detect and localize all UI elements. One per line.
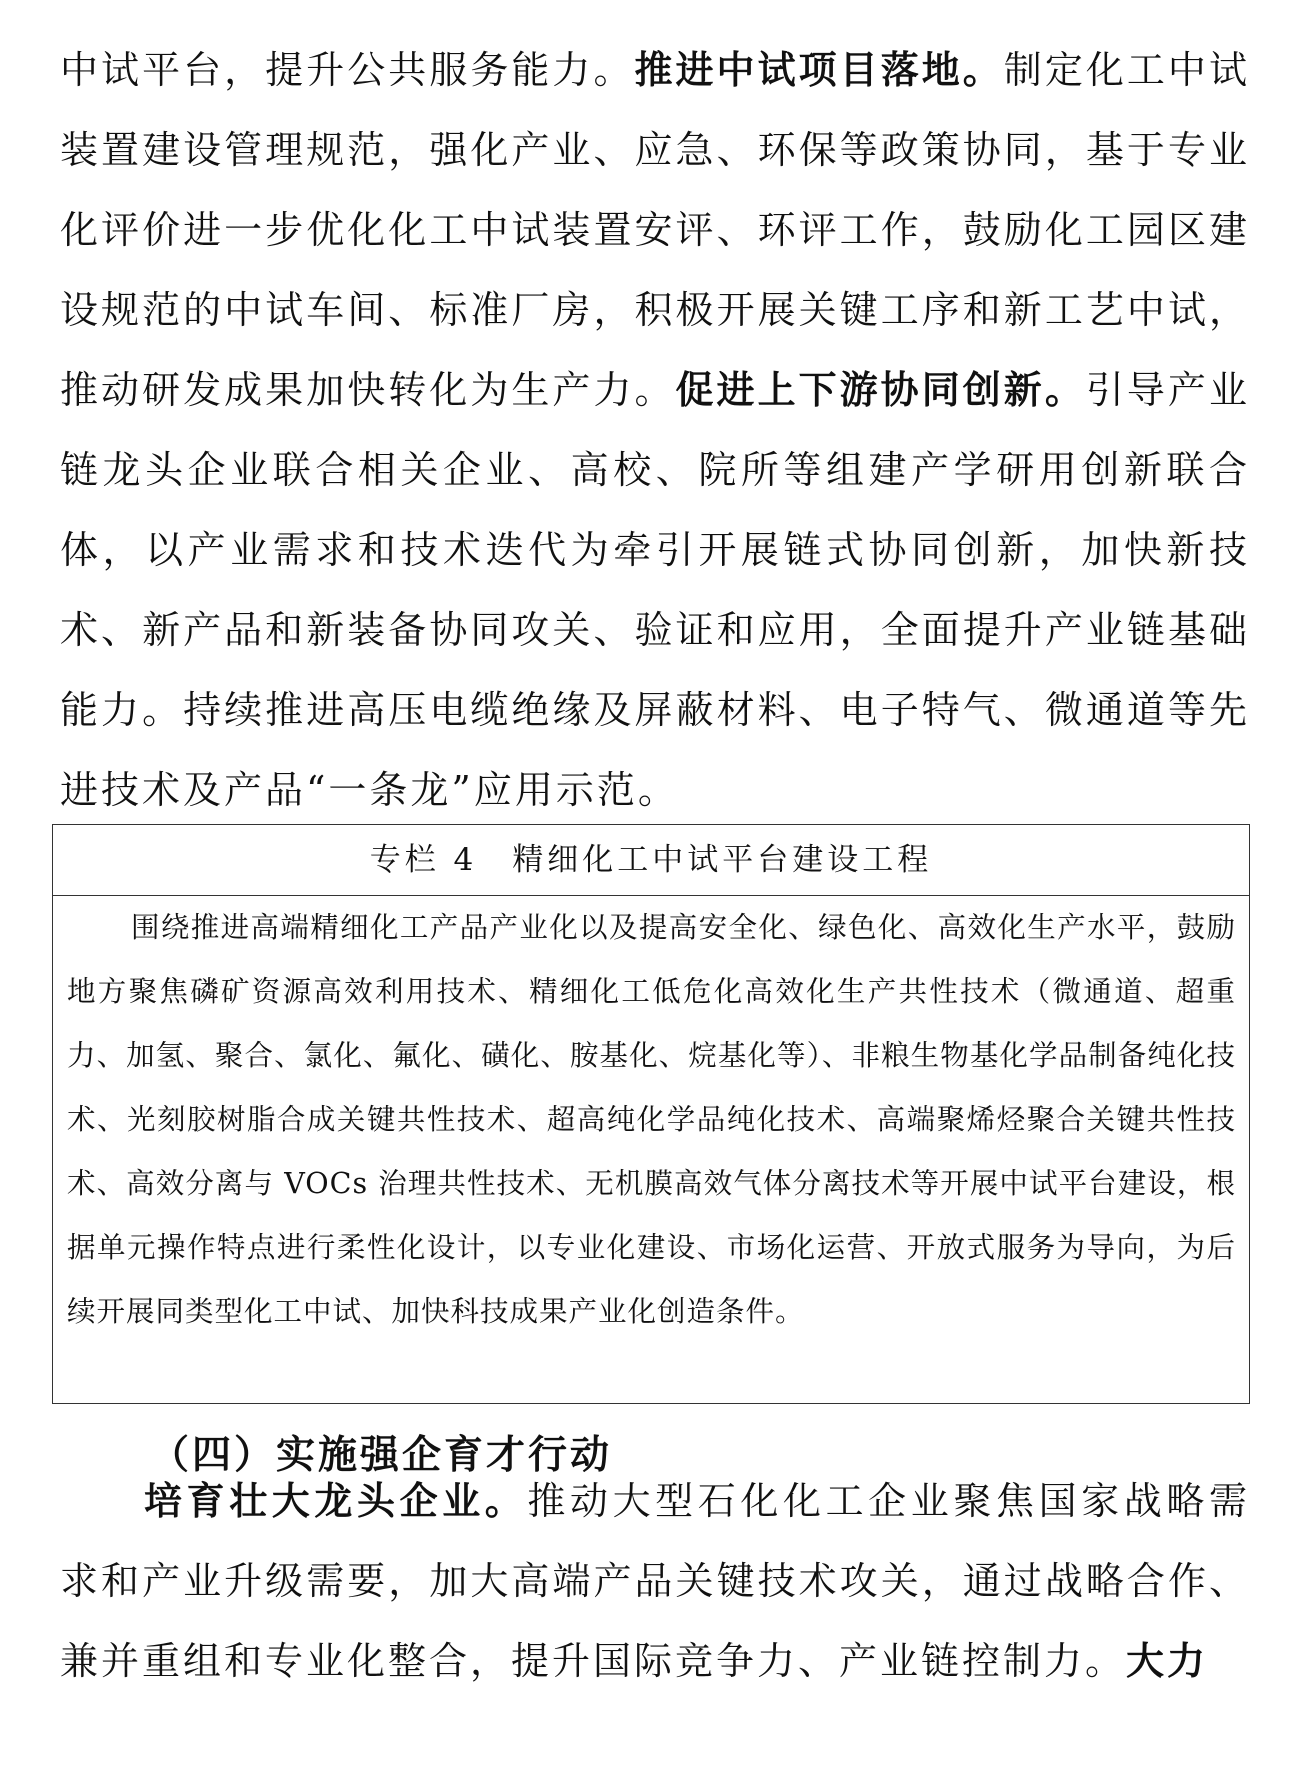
bold-phrase-continued: 大力	[1126, 1638, 1209, 1683]
column-box-title: 专栏 4 精细化工中试平台建设工程	[53, 825, 1249, 896]
paragraph-pilot-platform	[60, 30, 1250, 830]
paragraph-leading-enterprises	[60, 1461, 1250, 1701]
column-box	[52, 824, 1250, 1404]
bold-phrase-leading-enterprises: 培育壮大龙头企业。	[144, 1478, 528, 1523]
bold-phrase-pilot-projects: 推进中试项目落地。	[634, 47, 1004, 92]
paragraph-text: 制定化工中试装置建设管理规范，强化产业、应急、环保等政策协同，基于专业化评价进一步优化化工中试装置安评、环评工作，鼓励化工园区建设规范的中试车间、标准厂房，积极开展关键工序和新工艺中试，推动研发成果加快转化为生产力。	[60, 48, 1250, 412]
paragraph-text: 中试平台，提升公共服务能力。	[60, 48, 635, 92]
section-heading: （四）实施强企育才行动	[150, 1432, 613, 1478]
paragraph-text: 推动大型石化化工企业聚焦国家战略需求和产业升级需要，加大高端产品关键技术攻关，通过战略合作、兼并重组和专业化整合，提升国际竞争力、产业链控制力。	[60, 1479, 1250, 1683]
bold-phrase-upstream-downstream: 促进上下游协同创新。	[675, 367, 1086, 412]
column-box-body: 围绕推进高端精细化工产品产业化以及提高安全化、绿色化、高效化生产水平，鼓励地方聚焦磷矿资源高效利用技术、精细化工低危化高效化生产共性技术（微通道、超重力、加氢、聚合、氯化、氟化、磺化、胺基化、烷基化等）、非粮生物基化学品制备纯化技术、光刻胶树脂合成关键共性技术、超高纯化学品纯化技术、高端聚烯烃聚合关键共性技术、高效分离与 VOCs 治理共性技术、无机膜高效气体分离技术等开展中试平台建设，根据单元操作特点进行柔性化设计，以专业化建设、市场化运营、开放式服务为导向，为后续开展同类型化工中试、加快科技成果产业化创造条件。	[67, 911, 1236, 1328]
paragraph-text: 引导产业链龙头企业联合相关企业、高校、院所等组建产学研用创新联合体，以产业需求和技术迭代为牵引开展链式协同创新，加快新技术、新产品和新装备协同攻关、验证和应用，全面提升产业链基础能力。持续推进高压电缆绝缘及屏蔽材料、电子特气、微通道等先进技术及产品“一条龙”应用示范。	[60, 368, 1250, 812]
